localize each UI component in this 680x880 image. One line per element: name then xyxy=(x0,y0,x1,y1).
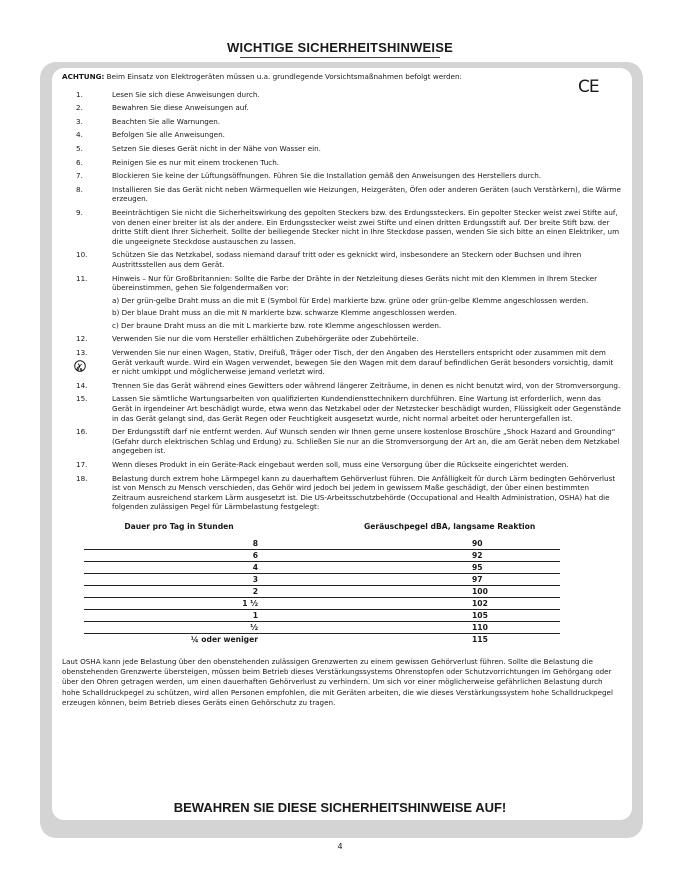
instruction-item xyxy=(62,381,622,391)
instruction-text: Blockieren Sie keine der Lüftungsöffnungen. Führen Sie die Installation gemäß den Anweisungen des Herstellers durch. xyxy=(112,171,542,181)
table-cell-dba: 95 xyxy=(274,561,560,573)
instruction-number: 5. xyxy=(76,143,83,153)
ce-mark: CE xyxy=(578,77,599,97)
table-cell-hours: 8 xyxy=(84,538,274,550)
instruction-text: Lesen Sie sich diese Anweisungen durch. xyxy=(112,89,260,99)
instruction-number: 9. xyxy=(76,207,83,217)
instruction-text: Hinweis – Nur für Großbritannien: Sollte die Farbe der Drähte in der Netzleitung dieses Geräts nicht mit den Klemmen in Ihrem Stecker übereinstimmen, gehen Sie folgendermaßen vor: xyxy=(112,273,598,293)
table-cell-hours: 4 xyxy=(84,561,274,573)
instruction-number: 3. xyxy=(76,116,83,126)
instruction-text: Reinigen Sie es nur mit einem trockenen Tuch. xyxy=(112,157,280,167)
table-row xyxy=(84,549,560,561)
instruction-number: 12. xyxy=(76,334,88,344)
instruction-number: 1. xyxy=(76,89,83,99)
table-row xyxy=(84,573,560,585)
instruction-item xyxy=(62,427,622,456)
table-row xyxy=(84,585,560,597)
table-cell-dba: 100 xyxy=(274,585,560,597)
instruction-number: 16. xyxy=(76,427,88,437)
cart-warning-icon xyxy=(74,360,86,372)
instruction-item xyxy=(62,208,622,246)
table-header-dba: Geräuschpegel dBA, langsame Reaktion xyxy=(364,521,536,531)
instruction-text: Beeinträchtigen Sie nicht die Sicherheitswirkung des gepolten Steckers bzw. des Erdungssteckers. Ein gepolter Stecker weist zwei Stifte auf, von denen einer breiter ist als der andere. Ein Erdungsstecker weist zwei Stifte und einen dritten Erdungsstift auf. Der breite Stift bzw. der dritte Stift dient Ihrer Sicherheit. Sollte der beiliegende Stecker nicht in Ihre Steckdose passen, wenden Sie sich bitte an einen Elektriker, um die ungeeignete Steckdose austauschen zu lassen. xyxy=(112,207,620,246)
table-cell-hours: 1 xyxy=(84,609,274,621)
caution-text: Beim Einsatz von Elektrogeräten müssen u.a. grundlegende Vorsichtsmaßnahmen befolgt werden: xyxy=(104,72,462,81)
instruction-text: Lassen Sie sämtliche Wartungsarbeiten von qualifizierten Kundendiensttechnikern durchführen. Eine Wartung ist erforderlich, wenn das Gerät in irgendeiner Art beschädigt wurde, etwa wenn das Netzkabel oder der Netzstecker beschädigt wurden, Flüssigkeit oder Gegenstände in das Gerät gelangt sind, das Gerät Regen oder Feuchtigkeit ausgesetzt wurde, nicht normal arbeitet oder heruntergefallen ist. xyxy=(112,394,621,423)
table-cell-hours: 6 xyxy=(84,549,274,561)
instruction-text: Befolgen Sie alle Anweisungen. xyxy=(112,130,225,140)
instruction-subitem: c) Der braune Draht muss an die mit L markierte bzw. rote Klemme angeschlossen werden. xyxy=(112,320,442,330)
instruction-text: Verwenden Sie nur die vom Hersteller erhältlichen Zubehörgeräte oder Zubehörteile. xyxy=(112,334,419,344)
table-cell-dba: 92 xyxy=(274,549,560,561)
table-row xyxy=(84,538,560,550)
table-cell-hours: 3 xyxy=(84,573,274,585)
instruction-text: Bewahren Sie diese Anweisungen auf. xyxy=(112,103,249,113)
title-underline xyxy=(240,57,440,58)
instruction-number: 11. xyxy=(76,273,88,283)
instruction-number: 4. xyxy=(76,130,83,140)
instruction-number: 6. xyxy=(76,157,83,167)
table-row xyxy=(84,633,560,645)
table-cell-hours: 2 xyxy=(84,585,274,597)
instruction-number: 10. xyxy=(76,250,88,260)
instruction-text: Installieren Sie das Gerät nicht neben Wärmequellen wie Heizungen, Heizgeräten, Öfen oder anderen Geräten (auch Verstärkern), die Wärme erzeugen. xyxy=(112,184,621,204)
table-row xyxy=(84,609,560,621)
table-row xyxy=(84,621,560,633)
instruction-text: Schützen Sie das Netzkabel, sodass niemand darauf tritt oder es geknickt wird, insbesondere an Steckern oder Buchsen und ihren Austrittsstellen aus dem Gerät. xyxy=(112,250,582,269)
instruction-item xyxy=(62,103,622,113)
instruction-item xyxy=(62,185,622,204)
instruction-item xyxy=(62,460,622,470)
table-cell-dba: 110 xyxy=(274,621,560,633)
instruction-number: 18. xyxy=(76,473,88,483)
instruction-item xyxy=(62,90,622,100)
instruction-text: Wenn dieses Produkt in ein Geräte-Rack eingebaut werden soll, muss eine Versorgung über die Rückseite eingerichtet werden. xyxy=(112,460,569,469)
instruction-text: Belastung durch extrem hohe Lärmpegel kann zu dauerhaftem Gehörverlust führen. Die Anfälligkeit für durch Lärm bedingten Gehörverlust ist von Mensch zu Mensch verschieden, das Gehör wird jedoch bei jedem in gewissem Maße geschädigt, der über einen bestimmten Zeitraum ausreichend starkem Lärm ausgesetzt ist. Die US-Arbeitsschutzbehörde (Occupational and Health Administration, OSHA) hat die folgenden zulässigen Pegel für Lärmbelastung festgelegt: xyxy=(112,473,616,512)
instruction-item xyxy=(62,171,622,181)
instruction-item xyxy=(62,158,622,168)
table-cell-hours: ¼ oder weniger xyxy=(190,634,258,644)
instruction-item xyxy=(62,274,622,331)
instruction-number: 15. xyxy=(76,394,88,404)
instruction-item xyxy=(62,474,622,512)
instruction-text: Setzen Sie dieses Gerät nicht in der Nähe von Wasser ein. xyxy=(112,143,321,153)
table-header-hours: Dauer pro Tag in Stunden xyxy=(124,521,234,531)
table-cell-dba: 115 xyxy=(472,634,488,644)
instruction-number: 13. xyxy=(76,348,88,358)
table-row xyxy=(84,561,560,573)
table-cell-hours: 1 ½ xyxy=(84,597,274,609)
table-row xyxy=(84,597,560,609)
osha-paragraph: Laut OSHA kann jede Belastung über den obenstehenden zulässigen Grenzwerten zu einem gewissen Gehörverlust führen. Sollte die Belastung die obenstehenden Grenzwerte übersteigen, müssen beim Betrieb dieses Verstärkungssystems Ohrenstopfen oder Schutzvorrichtungen im Gehörgang oder über den Ohren getragen werden, um einen dauerhaften Gehörverlust zu verhindern. Um sich vor einer möglicherweise gefährlichen Belastung durch hohe Schalldruckpegel zu schützen, wird allen Personen empfohlen, die mit Geräten arbeiten, die wie dieses Verstärkungssystem hohe Schalldruckpegel erzeugen können, beim Betrieb dieses Geräts einen Gehörschutz zu tragen. xyxy=(62,656,613,708)
instruction-text: Verwenden Sie nur einen Wagen, Stativ, Dreifuß, Träger oder Tisch, der den Angaben des Herstellers entspricht oder zusammen mit dem Gerät verkauft wurde. Wird ein Wagen verwendet, bewegen Sie den Wagen mit dem darauf befindlichen Gerät besonders vorsichtig, damit er nicht umkippt und möglicherweise jemand verletzt wird. xyxy=(112,348,614,377)
instruction-number: 7. xyxy=(76,171,83,181)
table-cell-dba: 90 xyxy=(274,538,560,550)
table-cell-dba: 102 xyxy=(274,597,560,609)
page-title: WICHTIGE SICHERHEITSHINWEISE xyxy=(227,40,453,55)
instruction-number: 2. xyxy=(76,103,83,113)
instruction-item xyxy=(62,250,622,269)
instruction-text: Trennen Sie das Gerät während eines Gewitters oder während längerer Zeiträume, in denen es nicht benutzt wird, von der Stromversorgung. xyxy=(112,380,621,390)
instruction-item xyxy=(62,144,622,154)
instruction-subitem: b) Der blaue Draht muss an die mit N markierte bzw. schwarze Klemme angeschlossen werden. xyxy=(112,308,457,318)
caution-line xyxy=(62,72,622,82)
instruction-item xyxy=(62,334,622,344)
page-number: 4 xyxy=(337,842,343,851)
instruction-item xyxy=(62,130,622,140)
instruction-text: Beachten Sie alle Warnungen. xyxy=(112,116,221,126)
noise-exposure-table xyxy=(84,522,560,645)
instruction-subitem: a) Der grün-gelbe Draht muss an die mit E (Symbol für Erde) markierte bzw. grüne oder grün-gelbe Klemme angeschlossen werden. xyxy=(112,295,589,305)
instruction-item xyxy=(62,117,622,127)
footer-title: BEWAHREN SIE DIESE SICHERHEITSHINWEISE AUF! xyxy=(173,800,507,815)
instruction-item xyxy=(62,394,622,423)
table-cell-dba: 97 xyxy=(274,573,560,585)
table-cell-hours: ½ xyxy=(84,621,274,633)
instruction-number: 8. xyxy=(76,184,83,194)
instruction-list xyxy=(62,90,622,512)
instruction-number: 14. xyxy=(76,380,88,390)
instruction-text: Der Erdungsstift darf nie entfernt werden. Auf Wunsch senden wir Ihnen gerne unsere kostenlose Broschüre „Shock Hazard and Grounding“ (Gefahr durch elektrischen Schlag und Erdung) zu. Schließen Sie nur an die Stromversorgung der Art an, die am Gerät neben dem Netzkabel angegeben ist. xyxy=(112,427,620,456)
instruction-number: 17. xyxy=(76,460,88,469)
instruction-item xyxy=(62,348,622,377)
safety-content xyxy=(62,72,622,709)
table-cell-dba: 105 xyxy=(274,609,560,621)
caution-label: ACHTUNG: xyxy=(62,72,105,81)
